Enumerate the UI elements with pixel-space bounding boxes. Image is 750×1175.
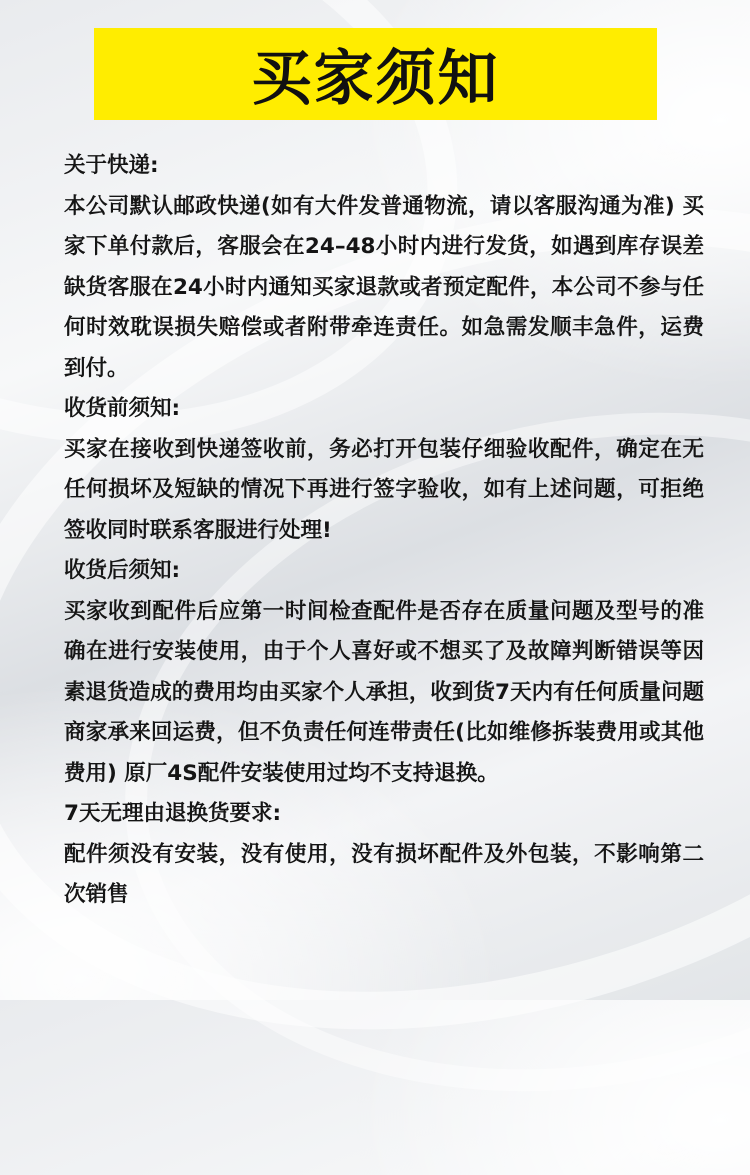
section-body-express: 本公司默认邮政快递(如有大件发普通物流，请以客服沟通为准) 买家下单付款后，客服会在24–48小时内进行发货，如遇到库存误差缺货客服在24小时内通知买家退款或者预定配件，本公司不参与任何时效耽误损失赔偿或者附带牵连责任。如急需发顺丰急件，运费到付。	[64, 193, 704, 381]
section-body-after-receipt: 买家收到配件后应第一时间检查配件是否存在质量问题及型号的准确在进行安装使用，由于个人喜好或不想买了及故障判断错误等因素退货造成的费用均由买家个人承担，收到货7天内有任何质量问题商家承来回运费，但不负责任何连带责任(比如维修拆装费用或其他费用) 原厂4S配件安装使用过均不支持退换。	[64, 598, 704, 786]
section-heading-express: 关于快递:	[64, 153, 159, 178]
page-title: 买家须知	[251, 44, 500, 114]
section-heading-7day-return: 7天无理由退换货要求:	[64, 801, 282, 826]
section-heading-after-receipt: 收货后须知:	[64, 558, 181, 583]
section-body-7day-return: 配件须没有安装，没有使用，没有损坏配件及外包装，不影响第二次销售	[64, 841, 704, 907]
title-banner	[94, 28, 657, 120]
notice-content	[64, 146, 704, 916]
section-heading-before-receipt: 收货前须知:	[64, 396, 181, 421]
section-body-before-receipt: 买家在接收到快递签收前，务必打开包装仔细验收配件，确定在无任何损坏及短缺的情况下再进行签字验收，如有上述问题，可拒绝签收同时联系客服进行处理!	[64, 436, 704, 543]
